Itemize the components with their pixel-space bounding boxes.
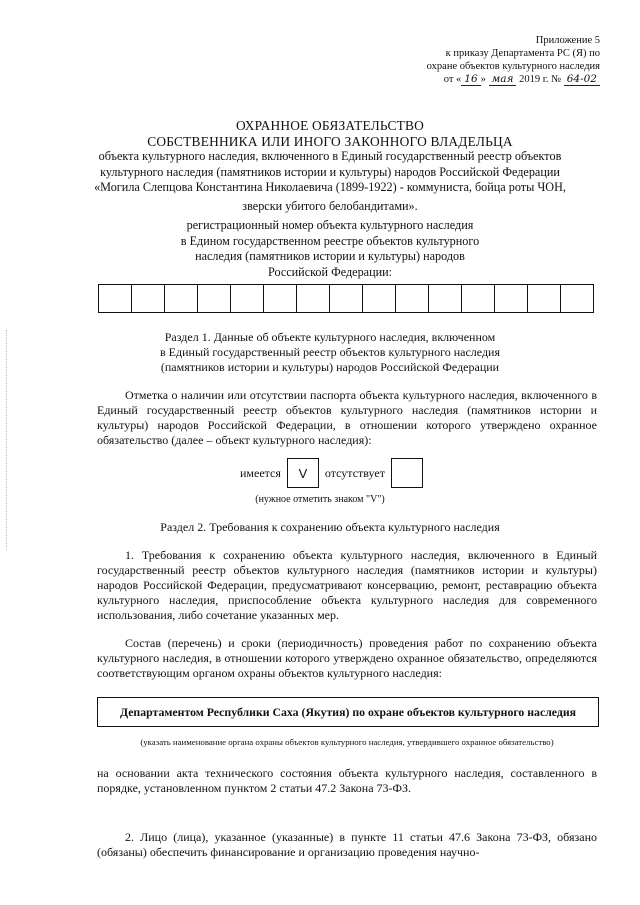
section-2-paragraph-2: Состав (перечень) и сроки (периодичность) проведения работ по сохранению объекта культурного наследия, в отношении которого утверждено охранное обязательство, определяются соответствующим органом охраны объектов культурного наследия: [97, 636, 597, 680]
document-title [70, 118, 590, 280]
registration-cell [429, 285, 462, 312]
registration-cell [264, 285, 297, 312]
registration-number-grid [98, 284, 594, 313]
title-line-1: ОХРАННОЕ ОБЯЗАТЕЛЬСТВО [235, 118, 424, 133]
registration-cell [561, 285, 593, 312]
passport-absent-label: отсутствует [324, 465, 385, 480]
organization-note: (указать наименование органа охраны объектов культурного наследия, утвердившего охранное обязательство) [140, 737, 554, 747]
title-line-7: регистрационный номер объекта культурного наследия [186, 218, 474, 232]
registration-cell [231, 285, 264, 312]
registration-cell [396, 285, 429, 312]
title-line-4: культурного наследия (памятников истории и культуры) народов Российской Федерации [100, 164, 560, 179]
registration-cell [363, 285, 396, 312]
title-line-9: наследия (памятников истории и культуры) народов [195, 249, 465, 263]
year-text: 2019 г. № [519, 74, 562, 85]
registration-cell [297, 285, 330, 312]
date-mid: » [480, 74, 486, 85]
appendix-number: Приложение 5 [535, 35, 600, 46]
handwritten-month: мая [489, 73, 517, 86]
title-line-10: Российской Федерации: [267, 264, 393, 279]
title-line-8: в Едином государственном реестре объектов культурного [180, 233, 480, 248]
handwritten-number: 64-02 [564, 73, 600, 86]
registration-cell [330, 285, 363, 312]
section-1-line-1: Раздел 1. Данные об объекте культурного наследия, включенном [164, 330, 496, 344]
section-2-paragraph-4: 2. Лицо (лица), указанное (указанные) в пункте 11 статьи 47.6 Закона 73-ФЗ, обязано (обязаны) обеспечить финансирование и организацию проведения научно- [97, 830, 597, 859]
registration-cell [132, 285, 165, 312]
date-prefix: от « [443, 74, 462, 85]
passport-paragraph: Отметка о наличии или отсутствии паспорта объекта культурного наследия, включенного в Единый государственный реестр объектов культурного наследия (памятников истории и культуры) народов Российской Федерации, в отношении которого утверждено охранное обязательство (далее – объект культурного наследия): [97, 388, 597, 447]
handwritten-day: 16 [461, 73, 480, 86]
registration-cell [528, 285, 561, 312]
section-2-heading: Раздел 2. Требования к сохранению объекта культурного наследия [160, 520, 500, 534]
passport-note: (нужное отметить знаком "V") [255, 494, 385, 505]
appendix-order-ref: к приказу Департамента РС (Я) по [445, 48, 600, 59]
passport-absent-checkbox[interactable] [391, 458, 423, 488]
registration-cell [198, 285, 231, 312]
title-line-3: объекта культурного наследия, включенного в Единый государственный реестр объектов [98, 149, 562, 163]
appendix-department: охране объектов культурного наследия [426, 61, 600, 72]
title-line-6: зверски убитого белобандитами». [242, 198, 418, 213]
binding-margin-marks [6, 330, 11, 550]
section-2-paragraph-1: 1. Требования к сохранению объекта культурного наследия, включенного в Единый государственный реестр объектов культурного наследия (памятников истории и культуры) народов Российской Федерации, предусматривают консервацию, ремонт, реставрацию объекта культурного наследия, приспособление объекта культурного наследия для современного использования, либо сочетание указанных мер. [97, 548, 597, 622]
title-line-2: СОБСТВЕННИКА ИЛИ ИНОГО ЗАКОННОГО ВЛАДЕЛЬЦА [147, 133, 513, 149]
section-1-line-3: (памятников истории и культуры) народов Российской Федерации [160, 360, 500, 374]
registration-cell [462, 285, 495, 312]
organization-field: Департаментом Республики Саха (Якутия) по охране объектов культурного наследия [97, 697, 599, 727]
passport-present-label: имеется [240, 465, 281, 480]
section-1-heading [80, 330, 580, 375]
registration-cell [495, 285, 528, 312]
section-1-line-2: в Единый государственный реестр объектов культурного наследия [160, 345, 500, 359]
appendix-header [380, 34, 600, 86]
section-2-paragraph-3: на основании акта технического состояния объекта культурного наследия, составленного в порядке, установленном пунктом 2 статьи 47.2 Закона 73-ФЗ. [97, 766, 597, 795]
registration-cell [99, 285, 132, 312]
title-line-5: «Могила Слепцова Константина Николаевича (1899-1922) - коммуниста, бойца роты ЧОН, [94, 180, 566, 194]
registration-cell [165, 285, 198, 312]
passport-selector [240, 458, 429, 488]
appendix-date-line [380, 73, 600, 86]
passport-present-checkbox[interactable]: V [287, 458, 319, 488]
